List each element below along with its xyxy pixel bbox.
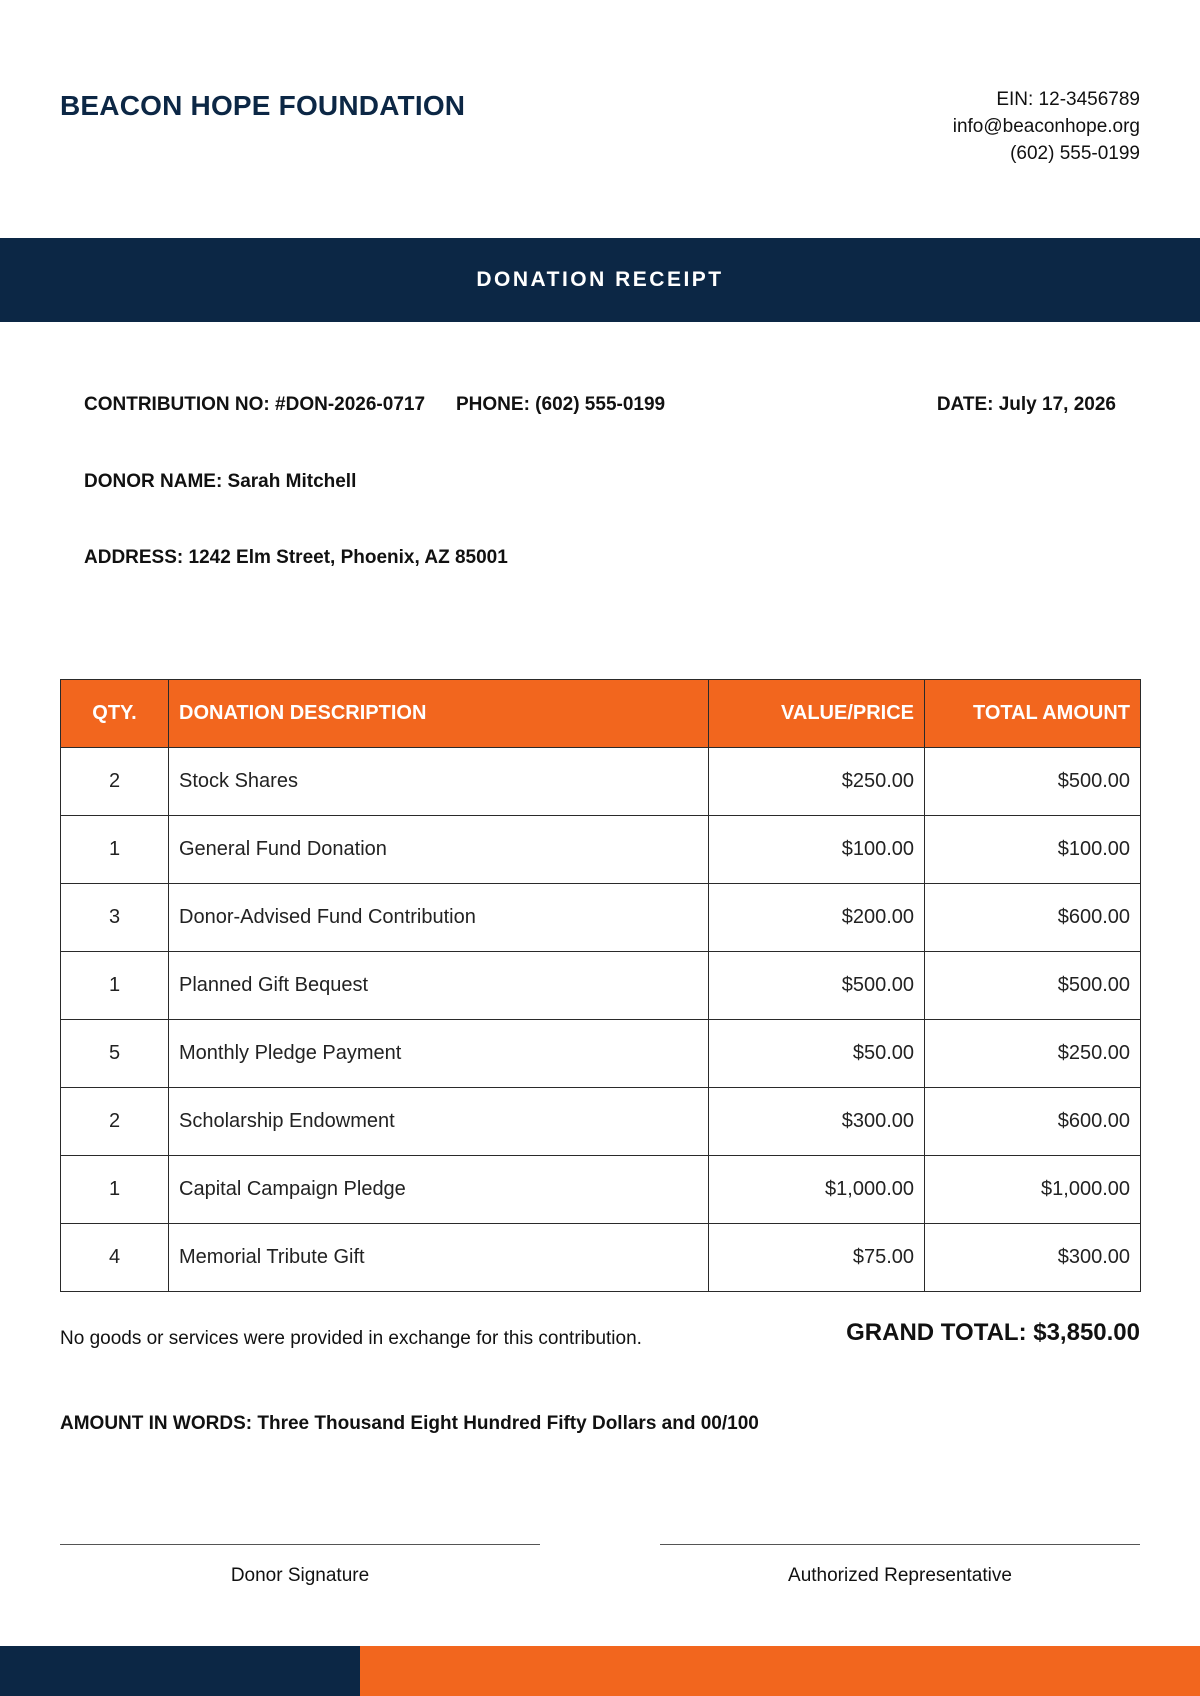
header-qty: QTY. xyxy=(61,680,169,748)
row-price: $1,000.00 xyxy=(709,1156,925,1224)
footer-orange-bar xyxy=(360,1646,1200,1696)
row-description: Scholarship Endowment xyxy=(169,1088,709,1156)
representative-signature-line xyxy=(660,1544,1140,1545)
contribution-number: CONTRIBUTION NO: #DON-2026-0717 xyxy=(84,394,426,415)
organization-phone: (602) 555-0199 xyxy=(1010,143,1140,164)
table-row xyxy=(61,1088,1141,1156)
title-band xyxy=(0,238,1200,322)
row-description: Capital Campaign Pledge xyxy=(169,1156,709,1224)
header-description: DONATION DESCRIPTION xyxy=(169,680,709,748)
row-total: $250.00 xyxy=(925,1020,1141,1088)
document-title: DONATION RECEIPT xyxy=(476,268,724,291)
row-price: $50.00 xyxy=(709,1020,925,1088)
row-qty: 4 xyxy=(61,1224,169,1292)
row-qty: 1 xyxy=(61,816,169,884)
organization-name: BEACON HOPE FOUNDATION xyxy=(60,90,466,121)
receipt-date: DATE: July 17, 2026 xyxy=(936,394,1116,415)
table-header-row xyxy=(61,680,1141,748)
organization-ein: EIN: 12-3456789 xyxy=(996,89,1140,110)
row-total: $600.00 xyxy=(925,1088,1141,1156)
row-qty: 3 xyxy=(61,884,169,952)
row-description: General Fund Donation xyxy=(169,816,709,884)
row-description: Stock Shares xyxy=(169,748,709,816)
row-qty: 1 xyxy=(61,952,169,1020)
grand-total: GRAND TOTAL: $3,850.00 xyxy=(846,1319,1140,1346)
row-total: $300.00 xyxy=(925,1224,1141,1292)
donor-signature-block xyxy=(60,1544,540,1587)
row-price: $75.00 xyxy=(709,1224,925,1292)
row-total: $600.00 xyxy=(925,884,1141,952)
donation-table xyxy=(60,679,1141,1292)
donor-phone: PHONE: (602) 555-0199 xyxy=(456,394,666,415)
organization-email: info@beaconhope.org xyxy=(952,116,1140,137)
table-row xyxy=(61,952,1141,1020)
row-qty: 2 xyxy=(61,748,169,816)
row-qty: 5 xyxy=(61,1020,169,1088)
row-price: $200.00 xyxy=(709,884,925,952)
table-row xyxy=(61,1156,1141,1224)
row-description: Monthly Pledge Payment xyxy=(169,1020,709,1088)
donor-name: DONOR NAME: Sarah Mitchell xyxy=(84,471,357,492)
row-description: Planned Gift Bequest xyxy=(169,952,709,1020)
donor-signature-label: Donor Signature xyxy=(230,1565,370,1586)
row-description: Memorial Tribute Gift xyxy=(169,1224,709,1292)
row-price: $100.00 xyxy=(709,816,925,884)
row-qty: 2 xyxy=(61,1088,169,1156)
row-price: $300.00 xyxy=(709,1088,925,1156)
table-row xyxy=(61,1224,1141,1292)
table-row xyxy=(61,884,1141,952)
amount-in-words: AMOUNT IN WORDS: Three Thousand Eight Hundred Fifty Dollars and 00/100 xyxy=(60,1413,759,1434)
row-total: $500.00 xyxy=(925,952,1141,1020)
donor-address: ADDRESS: 1242 Elm Street, Phoenix, AZ 85001 xyxy=(84,547,508,568)
row-price: $250.00 xyxy=(709,748,925,816)
header-total: TOTAL AMOUNT xyxy=(925,680,1141,748)
header-price: VALUE/PRICE xyxy=(709,680,925,748)
row-total: $500.00 xyxy=(925,748,1141,816)
donor-signature-line xyxy=(60,1544,540,1545)
table-row xyxy=(61,748,1141,816)
row-qty: 1 xyxy=(61,1156,169,1224)
organization-contact xyxy=(953,86,1140,167)
row-total: $1,000.00 xyxy=(925,1156,1141,1224)
no-goods-note: No goods or services were provided in exchange for this contribution. xyxy=(60,1328,642,1349)
representative-signature-block xyxy=(660,1544,1140,1587)
representative-signature-label: Authorized Representative xyxy=(788,1565,1012,1586)
table-row xyxy=(61,1020,1141,1088)
row-description: Donor-Advised Fund Contribution xyxy=(169,884,709,952)
row-total: $100.00 xyxy=(925,816,1141,884)
footer-navy-bar xyxy=(0,1646,360,1696)
table-row xyxy=(61,816,1141,884)
row-price: $500.00 xyxy=(709,952,925,1020)
